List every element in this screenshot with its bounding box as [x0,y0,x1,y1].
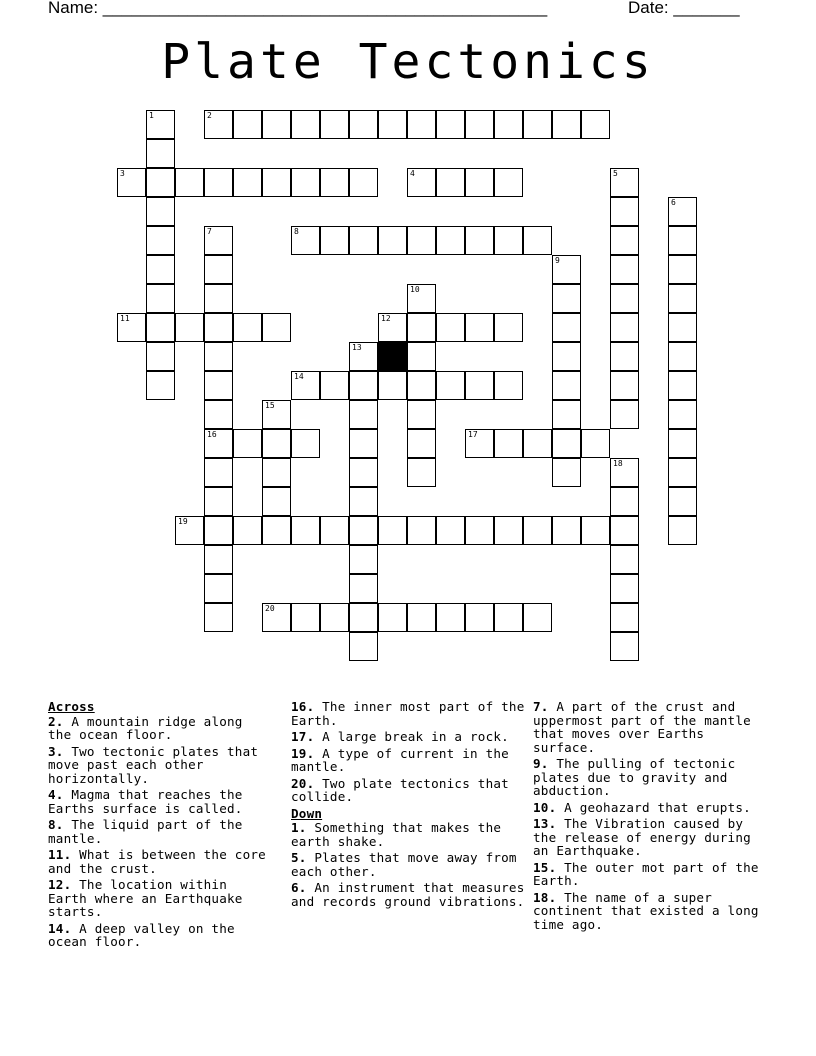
grid-cell[interactable] [494,313,523,342]
grid-cell[interactable] [349,487,378,516]
grid-cell[interactable] [233,429,262,458]
grid-cell[interactable] [407,226,436,255]
clue-number: 20 [265,604,275,613]
grid-cell[interactable] [378,603,407,632]
clue [291,821,527,848]
grid-cell[interactable] [407,284,436,313]
grid-cell[interactable] [668,516,697,545]
grid-cell[interactable] [668,342,697,371]
clue-text: A deep valley on the ocean floor. [48,920,235,949]
clue-number: 6 [671,198,676,207]
grid-cell[interactable] [349,516,378,545]
clue-number: 14 [294,372,304,381]
grid-cell[interactable] [175,168,204,197]
grid-cell[interactable] [610,371,639,400]
clue-label: 18. [533,889,557,905]
grid-cell[interactable] [436,313,465,342]
grid-cell[interactable] [291,516,320,545]
grid-cell[interactable] [552,516,581,545]
grid-cell[interactable] [610,516,639,545]
grid-cell[interactable] [291,429,320,458]
grid-cell[interactable] [465,313,494,342]
grid-cell[interactable] [668,284,697,313]
clue-text: Magma that reaches the Earths surface is called. [48,787,243,816]
grid-cell[interactable] [204,110,233,139]
grid-cell[interactable] [204,574,233,603]
grid-cell[interactable] [552,429,581,458]
grid-cell[interactable] [407,342,436,371]
grid-cell[interactable] [407,516,436,545]
grid-cell[interactable] [204,313,233,342]
clue [48,788,270,815]
grid-cell[interactable] [262,110,291,139]
clue-number: 13 [352,343,362,352]
grid-cell[interactable] [610,197,639,226]
clue-text: A mountain ridge along the ocean floor. [48,713,243,742]
grid-cell[interactable] [204,342,233,371]
clue-text: An instrument that measures and records ground vibrations. [291,880,525,909]
name-label: Name: [48,0,103,17]
grid-cell[interactable] [146,255,175,284]
grid-cell[interactable] [552,255,581,284]
across-heading: Across [48,699,95,714]
grid-cell[interactable] [291,226,320,255]
clue-text: The inner most part of the Earth. [291,699,525,728]
grid-cell[interactable] [320,603,349,632]
clue [533,801,773,815]
grid-cell[interactable] [407,429,436,458]
grid-cell[interactable] [146,371,175,400]
grid-cell[interactable] [436,603,465,632]
clue-number: 3 [120,169,125,178]
grid-cell[interactable] [494,603,523,632]
clue-text: The liquid part of the mantle. [48,817,243,846]
clue [48,745,270,786]
clue [533,891,773,932]
grid-cell[interactable] [320,226,349,255]
grid-cell[interactable] [349,574,378,603]
grid-cell[interactable] [610,255,639,284]
date-label: Date: [628,0,674,17]
clue-label: 11. [48,847,72,862]
clue [48,922,270,949]
grid-cell[interactable] [349,371,378,400]
clue-text: A type of current in the mantle. [291,745,509,774]
grid-cell[interactable] [262,168,291,197]
grid-cell[interactable] [262,429,291,458]
grid-cell[interactable] [552,284,581,313]
clue-text: The pulling of tectonic plates due to gravity and abduction. [533,756,736,798]
clue-number: 12 [381,314,391,323]
grid-cell[interactable] [349,458,378,487]
grid-cell[interactable] [668,400,697,429]
grid-cell[interactable] [552,313,581,342]
grid-cell[interactable] [204,429,233,458]
grid-cell[interactable] [465,429,494,458]
grid-cell[interactable] [407,110,436,139]
clue-number: 11 [120,314,130,323]
clue-text: Plates that move away from each other. [291,850,517,879]
clue [48,848,270,875]
clue-number: 17 [468,430,478,439]
grid-cell[interactable] [610,458,639,487]
name-line[interactable]: _______________________________________________ [102,0,548,17]
grid-cell[interactable] [146,313,175,342]
clue-label: 7. [533,699,549,714]
grid-cell[interactable] [291,603,320,632]
grid-cell[interactable] [610,632,639,661]
clue-text: Two plate tectonics that collide. [291,775,509,804]
clue-label: 5. [291,850,307,865]
grid-cell[interactable] [610,574,639,603]
grid-cell[interactable] [233,168,262,197]
grid-cell[interactable] [349,110,378,139]
clue-text: A geohazard that erupts. [556,799,751,815]
grid-cell[interactable] [233,516,262,545]
grid-cell[interactable] [233,110,262,139]
grid-cell[interactable] [668,371,697,400]
grid-cell[interactable] [494,429,523,458]
clue-label: 19. [291,745,315,761]
grid-cell[interactable] [581,110,610,139]
grid-cell[interactable] [146,284,175,313]
grid-cell[interactable] [117,168,146,197]
grid-cell[interactable] [262,487,291,516]
grid-cell[interactable] [349,429,378,458]
clue-text: A large break in a rock. [314,729,509,744]
grid-cell[interactable] [204,371,233,400]
grid-cell[interactable] [407,313,436,342]
clue [291,777,527,804]
grid-cell[interactable] [204,603,233,632]
clue-number: 2 [207,111,212,120]
grid-cell[interactable] [320,371,349,400]
page-title: Plate Tectonics [161,34,655,90]
grid-cell[interactable] [465,371,494,400]
clue-number: 15 [265,401,275,410]
grid-cell[interactable] [204,545,233,574]
grid-cell[interactable] [146,110,175,139]
grid-cell[interactable] [465,603,494,632]
clue-number: 7 [207,227,212,236]
grid-cell[interactable] [494,110,523,139]
clue-text: Two tectonic plates that move past each other horizontally. [48,743,259,786]
grid-cell[interactable] [610,226,639,255]
grid-cell[interactable] [523,226,552,255]
grid-cell[interactable] [523,516,552,545]
grid-cell[interactable] [610,603,639,632]
grid-cell[interactable] [552,110,581,139]
black-cell [378,342,407,371]
clue-text: The name of a super continent that existed a long time ago. [533,889,759,932]
grid-cell[interactable] [668,458,697,487]
grid-cell[interactable] [494,168,523,197]
grid-cell[interactable] [204,284,233,313]
clue-label: 14. [48,920,72,936]
grid-cell[interactable] [407,400,436,429]
clue [48,715,270,742]
grid-cell[interactable] [378,110,407,139]
grid-cell[interactable] [349,545,378,574]
grid-cell[interactable] [668,197,697,226]
clue-text: The outer mot part of the Earth. [533,859,759,888]
clue [533,861,773,888]
grid-cell[interactable] [407,603,436,632]
clue-text: The location within Earth where an Earthquake starts. [48,877,243,919]
clues-column-3 [533,700,773,934]
grid-cell[interactable] [204,226,233,255]
clue-label: 2. [48,713,64,729]
grid-cell[interactable] [349,632,378,661]
grid-cell[interactable] [523,110,552,139]
clue-number: 16 [207,430,217,439]
clue-label: 10. [533,799,557,815]
grid-cell[interactable] [233,313,262,342]
grid-cell[interactable] [610,545,639,574]
clue-number: 1 [149,111,154,120]
clue-text: A part of the crust and uppermost part of the mantle that moves over Earths surface. [533,699,751,755]
grid-cell[interactable] [349,603,378,632]
grid-cell[interactable] [465,168,494,197]
date-line[interactable]: _______ [673,0,740,17]
clue [291,881,527,908]
grid-cell[interactable] [291,371,320,400]
clues-column-2 [291,700,527,911]
clue-number: 5 [613,169,618,178]
grid-cell[interactable] [175,516,204,545]
clue-label: 16. [291,699,315,714]
grid-cell[interactable] [146,139,175,168]
clue-label: 6. [291,880,307,895]
grid-cell[interactable] [320,168,349,197]
grid-cell[interactable] [146,226,175,255]
clue-label: 12. [48,877,72,892]
clue-number: 8 [294,227,299,236]
grid-cell[interactable] [146,168,175,197]
grid-cell[interactable] [465,226,494,255]
clue [48,818,270,845]
grid-cell[interactable] [175,313,204,342]
clue [291,747,527,774]
clue-number: 4 [410,169,415,178]
grid-cell[interactable] [610,487,639,516]
grid-cell[interactable] [436,168,465,197]
grid-cell[interactable] [204,487,233,516]
clue-label: 17. [291,729,315,744]
grid-cell[interactable] [291,110,320,139]
grid-cell[interactable] [494,516,523,545]
grid-cell[interactable] [552,371,581,400]
clue [291,700,527,727]
clue-number: 9 [555,256,560,265]
clue-label: 9. [533,756,549,771]
clues-column-1 [48,700,270,952]
clue-label: 8. [48,817,64,832]
grid-cell[interactable] [494,226,523,255]
grid-cell[interactable] [610,168,639,197]
clue-text: The Vibration caused by the release of energy during an Earthquake. [533,816,751,858]
grid-cell[interactable] [204,458,233,487]
grid-cell[interactable] [668,313,697,342]
clue [291,730,527,744]
grid-cell[interactable] [349,168,378,197]
clue-text: What is between the core and the crust. [48,847,266,876]
grid-cell[interactable] [610,400,639,429]
grid-cell[interactable] [262,603,291,632]
grid-cell[interactable] [494,371,523,400]
grid-cell[interactable] [523,429,552,458]
grid-cell[interactable] [465,110,494,139]
grid-cell[interactable] [262,516,291,545]
grid-cell[interactable] [552,342,581,371]
grid-cell[interactable] [204,168,233,197]
clue [533,817,773,858]
grid-cell[interactable] [523,603,552,632]
clue-number: 10 [410,285,420,294]
clue-label: 20. [291,775,315,791]
grid-cell[interactable] [378,516,407,545]
grid-cell[interactable] [378,371,407,400]
grid-cell[interactable] [117,313,146,342]
clue-text: Something that makes the earth shake. [291,820,502,849]
grid-cell[interactable] [349,400,378,429]
grid-cell[interactable] [407,168,436,197]
grid-cell[interactable] [262,458,291,487]
grid-cell[interactable] [146,342,175,371]
grid-cell[interactable] [349,342,378,371]
clue-label: 15. [533,859,557,875]
grid-cell[interactable] [610,342,639,371]
grid-cell[interactable] [291,168,320,197]
grid-cell[interactable] [610,284,639,313]
grid-cell[interactable] [610,313,639,342]
grid-cell[interactable] [320,110,349,139]
grid-cell[interactable] [668,255,697,284]
grid-cell[interactable] [204,255,233,284]
grid-cell[interactable] [668,487,697,516]
grid-cell[interactable] [668,429,697,458]
grid-cell[interactable] [581,516,610,545]
clue-label: 1. [291,820,307,835]
grid-cell[interactable] [668,226,697,255]
grid-cell[interactable] [436,516,465,545]
grid-cell[interactable] [204,400,233,429]
grid-cell[interactable] [407,458,436,487]
clue [48,878,270,919]
clue-label: 3. [48,743,64,759]
grid-cell[interactable] [552,400,581,429]
clue-label: 13. [533,816,557,831]
grid-cell[interactable] [378,313,407,342]
grid-cell[interactable] [436,371,465,400]
grid-cell[interactable] [552,458,581,487]
clue-number: 18 [613,459,623,468]
clue [533,757,773,798]
grid-cell[interactable] [349,226,378,255]
grid-cell[interactable] [407,371,436,400]
grid-cell[interactable] [262,400,291,429]
grid-cell[interactable] [465,516,494,545]
clue [291,851,527,878]
grid-cell[interactable] [436,226,465,255]
down-heading: Down [291,805,323,821]
grid-cell[interactable] [204,516,233,545]
grid-cell[interactable] [378,226,407,255]
grid-cell[interactable] [320,516,349,545]
clue [533,700,773,754]
grid-cell[interactable] [581,429,610,458]
clue-label: 4. [48,787,64,802]
grid-cell[interactable] [436,110,465,139]
clue-number: 19 [178,517,188,526]
grid-cell[interactable] [262,313,291,342]
grid-cell[interactable] [146,197,175,226]
